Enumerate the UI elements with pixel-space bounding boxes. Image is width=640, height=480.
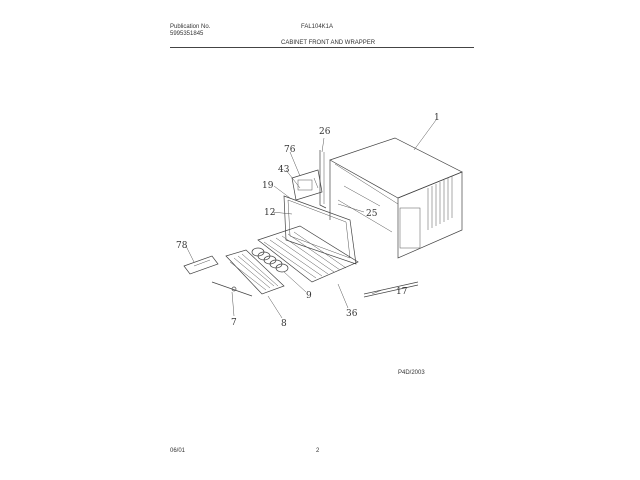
footer-page-number: 2: [316, 448, 320, 454]
callout-7: 7: [231, 318, 237, 328]
callout-36: 36: [346, 309, 358, 319]
remote-holder: [184, 256, 218, 274]
seal-strip: [364, 282, 418, 297]
publication-label: Publication No.: [170, 24, 211, 30]
callout-8: 8: [281, 319, 287, 329]
section-title: CABINET FRONT AND WRAPPER: [281, 40, 376, 46]
knobs-set: [252, 248, 288, 272]
callout-12: 12: [264, 208, 276, 218]
control-panel: [292, 170, 322, 200]
callout-43: 43: [278, 165, 290, 175]
publication-number: 5995351845: [170, 31, 204, 37]
bracket: [320, 150, 326, 208]
footer-date: 06/01: [170, 448, 186, 454]
callout-26: 26: [319, 127, 331, 137]
callout-78: 78: [176, 241, 188, 251]
callout-76: 76: [284, 145, 296, 155]
callout-19: 19: [262, 181, 274, 191]
model-number: FAL104K1A: [301, 24, 334, 30]
callout-1: 1: [434, 113, 440, 123]
drawing-code: P4D/2003: [398, 370, 425, 376]
front-grille: [258, 226, 358, 282]
callout-9: 9: [306, 291, 312, 301]
callout-17: 17: [396, 287, 408, 297]
callout-25: 25: [366, 209, 378, 219]
cabinet-wrapper: [330, 138, 462, 258]
